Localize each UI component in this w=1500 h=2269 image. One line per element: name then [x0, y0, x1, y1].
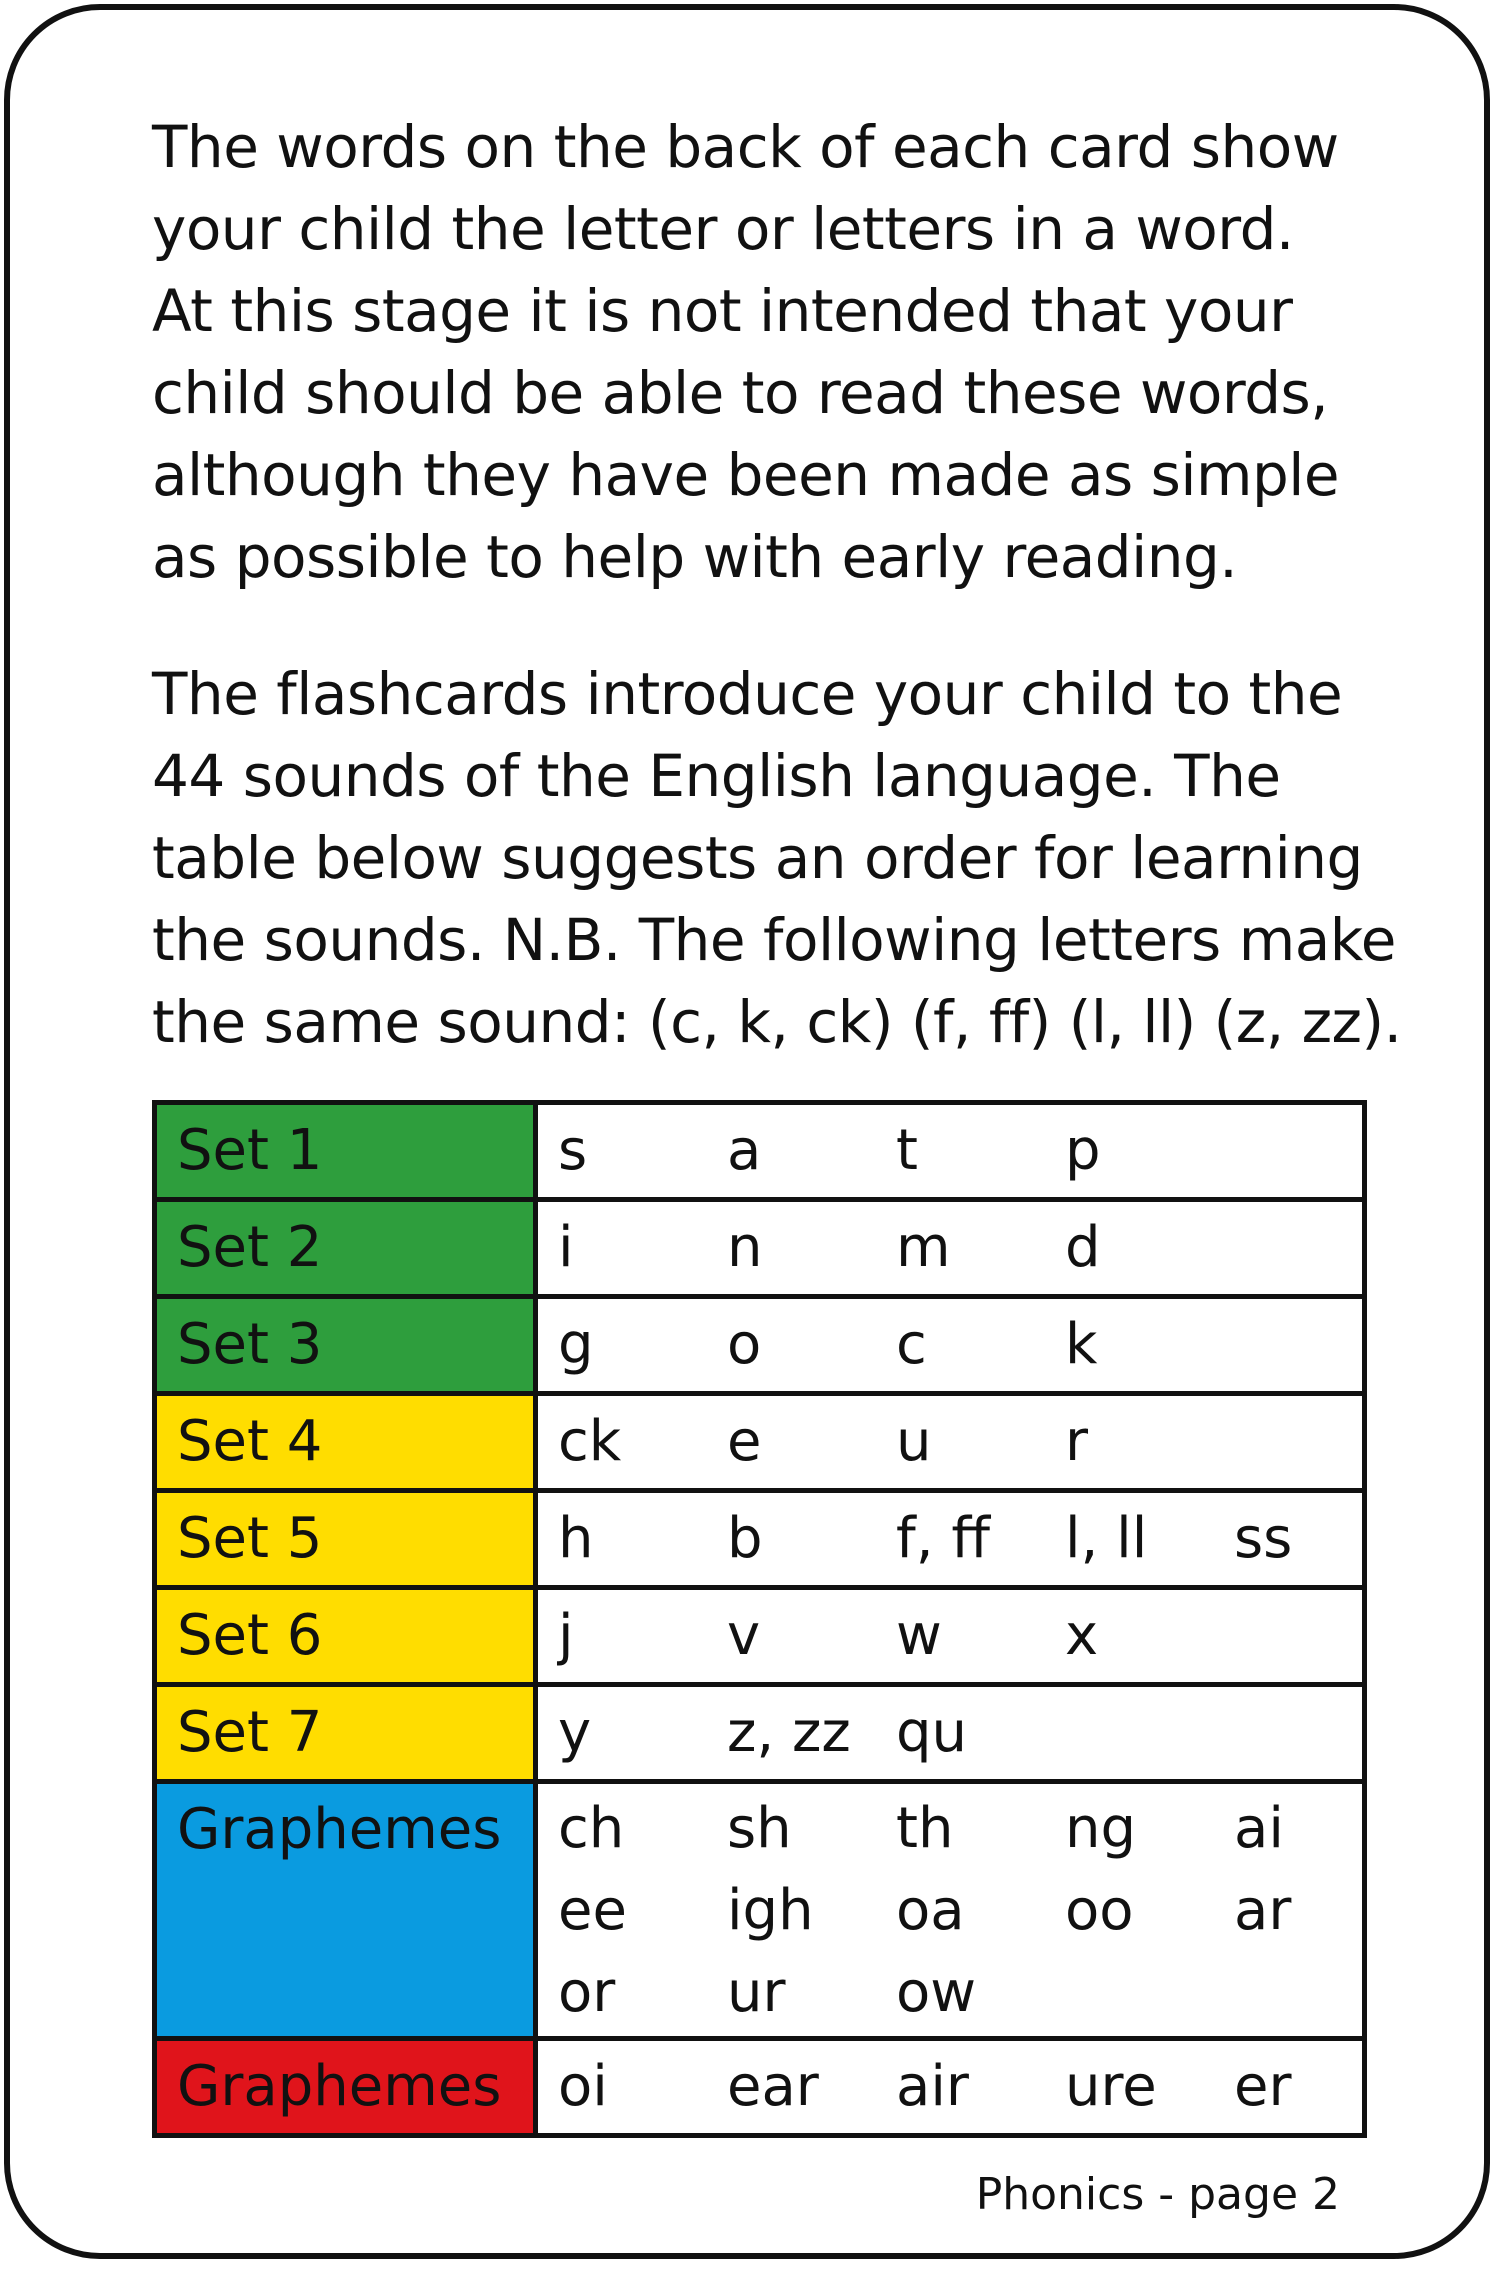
sound-item: ai [1234, 1796, 1284, 1861]
intro-paragraph-1 [152, 106, 1382, 598]
flashcard-page [4, 4, 1490, 2259]
sounds-cell [536, 1491, 1365, 1588]
text-line: At this stage it is not intended that your [152, 277, 1293, 345]
sound-item: igh [727, 1878, 814, 1943]
set-label-cell [155, 1588, 536, 1685]
sound-item: oi [558, 2054, 608, 2119]
sound-item: g [558, 1312, 594, 1377]
text-line: although they have been made as simple [152, 441, 1340, 509]
set-label: Set 3 [177, 1312, 323, 1377]
sound-item: a [727, 1118, 762, 1183]
set-label-cell [155, 1782, 536, 2039]
set-label-cell [155, 1491, 536, 1588]
table-row [155, 2039, 1365, 2136]
sound-item: ee [558, 1878, 627, 1943]
sound-item: ng [1065, 1796, 1137, 1861]
set-label: Set 2 [177, 1215, 323, 1280]
sound-item: or [558, 1960, 616, 2025]
sound-item: th [896, 1796, 954, 1861]
sound-item: qu [896, 1700, 968, 1765]
table-row [155, 1782, 1365, 2039]
table-row [155, 1685, 1365, 1782]
sound-item: oa [896, 1878, 965, 1943]
sound-item: z, zz [727, 1700, 851, 1765]
text-line: the sounds. N.B. The following letters make [152, 906, 1396, 974]
sound-item: j [558, 1603, 574, 1668]
text-line: The flashcards introduce your child to the [152, 660, 1343, 728]
sound-item: v [727, 1603, 761, 1668]
sounds-line [558, 1202, 1362, 1294]
table-row [155, 1588, 1365, 1685]
set-label-cell [155, 1394, 536, 1491]
sound-item: ow [896, 1960, 977, 2025]
sound-item: d [1065, 1215, 1101, 1280]
sound-item: r [1065, 1409, 1089, 1474]
sound-item: f, ff [896, 1506, 990, 1571]
text-line: the same sound: (c, k, ck) (f, ff) (l, ll) (z, zz). [152, 988, 1402, 1056]
sound-item: oo [1065, 1878, 1134, 1943]
sound-item: y [558, 1700, 592, 1765]
sounds-cell [536, 1782, 1365, 2039]
sounds-line [558, 1590, 1362, 1682]
set-label-cell [155, 1685, 536, 1782]
sound-item: ear [727, 2054, 819, 2119]
sound-item: ck [558, 1409, 622, 1474]
sound-item: ch [558, 1796, 625, 1861]
set-label: Set 4 [177, 1409, 323, 1474]
set-label: Set 7 [177, 1700, 323, 1765]
sounds-cell [536, 1297, 1365, 1394]
sound-item: k [1065, 1312, 1098, 1377]
sound-item: t [896, 1118, 918, 1183]
sounds-line [558, 1396, 1362, 1488]
sound-item: ss [1234, 1506, 1293, 1571]
sound-item: e [727, 1409, 762, 1474]
sound-item: air [896, 2054, 969, 2119]
set-label-cell [155, 2039, 536, 2136]
table-row [155, 1394, 1365, 1491]
sound-item: w [896, 1603, 942, 1668]
intro-paragraph-2 [152, 653, 1402, 1063]
sound-sets-table [152, 1100, 1367, 2138]
sounds-line [558, 1299, 1362, 1391]
sound-item: o [727, 1312, 762, 1377]
sound-item: er [1234, 2054, 1292, 2119]
table-row [155, 1103, 1365, 1200]
sound-item: h [558, 1506, 594, 1571]
sounds-line [558, 2041, 1362, 2133]
sounds-line [558, 1870, 1362, 1952]
set-label: Graphemes [177, 1797, 502, 1862]
sounds-cell [536, 1103, 1365, 1200]
sounds-line [558, 1687, 1362, 1779]
text-line: table below suggests an order for learning [152, 824, 1363, 892]
page-footer: Phonics - page 2 [975, 2169, 1340, 2220]
sound-item: b [727, 1506, 763, 1571]
sounds-cell [536, 2039, 1365, 2136]
text-line: your child the letter or letters in a word. [152, 195, 1294, 263]
sound-item: c [896, 1312, 927, 1377]
set-label: Set 5 [177, 1506, 323, 1571]
text-line: child should be able to read these words, [152, 359, 1329, 427]
set-label: Graphemes [177, 2054, 502, 2119]
sounds-line [558, 1952, 1362, 2034]
sound-item: n [727, 1215, 763, 1280]
sound-item: ar [1234, 1878, 1292, 1943]
sound-item: l, ll [1065, 1506, 1148, 1571]
sound-item: s [558, 1118, 588, 1183]
sounds-cell [536, 1394, 1365, 1491]
set-label-cell [155, 1200, 536, 1297]
sounds-cell [536, 1588, 1365, 1685]
set-label-cell [155, 1297, 536, 1394]
set-label-cell [155, 1103, 536, 1200]
sounds-line [558, 1788, 1362, 1870]
sound-item: x [1065, 1603, 1099, 1668]
sounds-line [558, 1493, 1362, 1585]
sound-item: sh [727, 1796, 792, 1861]
text-line: 44 sounds of the English language. The [152, 742, 1281, 810]
sound-item: i [558, 1215, 574, 1280]
sounds-line [558, 1105, 1362, 1197]
sound-item: ur [727, 1960, 786, 2025]
text-line: The words on the back of each card show [152, 113, 1339, 181]
text-line: as possible to help with early reading. [152, 523, 1238, 591]
set-label: Set 1 [177, 1118, 323, 1183]
table-row [155, 1297, 1365, 1394]
sound-item: m [896, 1215, 951, 1280]
sound-item: ure [1065, 2054, 1157, 2119]
set-label: Set 6 [177, 1603, 323, 1668]
sound-item: p [1065, 1118, 1101, 1183]
sounds-cell [536, 1200, 1365, 1297]
table-row [155, 1200, 1365, 1297]
sound-item: u [896, 1409, 932, 1474]
table-row [155, 1491, 1365, 1588]
sounds-cell [536, 1685, 1365, 1782]
